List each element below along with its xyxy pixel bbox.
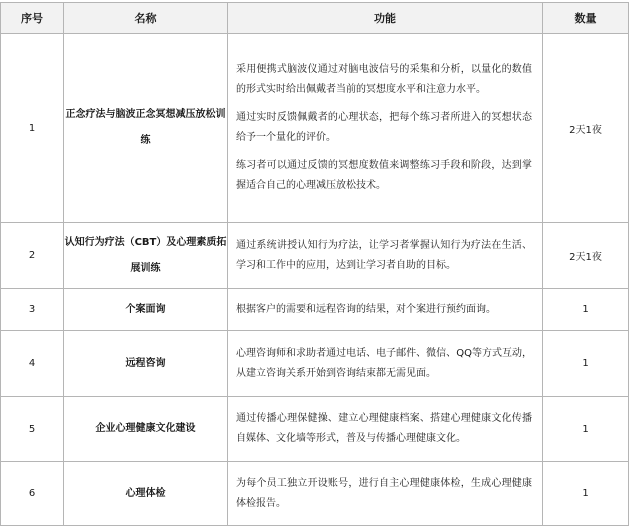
table-row	[1, 34, 629, 223]
table-row	[1, 462, 629, 526]
row-no: 5	[1, 397, 64, 462]
function-paragraph: 练习者可以通过反馈的冥想度数值来调整练习手段和阶段，达到掌握适合自己的心理减压放松技术。	[236, 160, 532, 191]
function-paragraph: 通过传播心理保健操、建立心理健康档案、搭建心理健康文化传播自媒体、文化墙等形式，普及与传播心理健康文化。	[236, 413, 532, 444]
row-no: 3	[1, 289, 64, 331]
row-function	[228, 34, 543, 223]
row-function	[228, 462, 543, 526]
row-no: 6	[1, 462, 64, 526]
table-row	[1, 397, 629, 462]
row-function	[228, 397, 543, 462]
function-paragraph: 通过系统讲授认知行为疗法，让学习者掌握认知行为疗法在生活、学习和工作中的应用，达到让学习者自助的目标。	[236, 239, 532, 271]
function-paragraph: 为每个员工独立开设账号，进行自主心理健康体检，生成心理健康体检报告。	[236, 477, 532, 509]
row-no: 1	[1, 34, 64, 223]
table-row	[1, 223, 629, 289]
row-quantity: 1	[543, 397, 629, 462]
row-name: 心理体检	[64, 462, 228, 526]
header-quantity: 数量	[543, 3, 629, 34]
row-quantity: 1	[543, 289, 629, 331]
row-no: 4	[1, 331, 64, 397]
row-name: 认知行为疗法（CBT）及心理素质拓展训练	[64, 223, 228, 289]
row-quantity: 1	[543, 331, 629, 397]
service-table	[0, 2, 629, 526]
row-name: 远程咨询	[64, 331, 228, 397]
row-function	[228, 331, 543, 397]
header-no: 序号	[1, 3, 64, 34]
function-paragraph: 采用便携式脑波仪通过对脑电波信号的采集和分析，以量化的数值的形式实时给出佩戴者当前的冥想度水平和注意力水平。	[236, 64, 532, 95]
row-function	[228, 223, 543, 289]
header-row	[1, 3, 629, 34]
row-quantity: 1	[543, 462, 629, 526]
row-name: 企业心理健康文化建设	[64, 397, 228, 462]
row-name: 个案面询	[64, 289, 228, 331]
row-quantity: 2天1夜	[543, 34, 629, 223]
table-row	[1, 289, 629, 331]
function-paragraph: 根据客户的需要和远程咨询的结果，对个案进行预约面询。	[236, 303, 496, 315]
row-name: 正念疗法与脑波正念冥想减压放松训练	[64, 34, 228, 223]
row-quantity: 2天1夜	[543, 223, 629, 289]
header-function: 功能	[228, 3, 543, 34]
function-paragraph: 通过实时反馈佩戴者的心理状态，把每个练习者所进入的冥想状态给予一个量化的评价。	[236, 112, 532, 143]
row-no: 2	[1, 223, 64, 289]
row-function	[228, 289, 543, 331]
table-row	[1, 331, 629, 397]
header-name: 名称	[64, 3, 228, 34]
function-paragraph: 心理咨询师和求助者通过电话、电子邮件、微信、QQ等方式互动，从建立咨询关系开始到咨询结束都无需见面。	[236, 347, 532, 379]
